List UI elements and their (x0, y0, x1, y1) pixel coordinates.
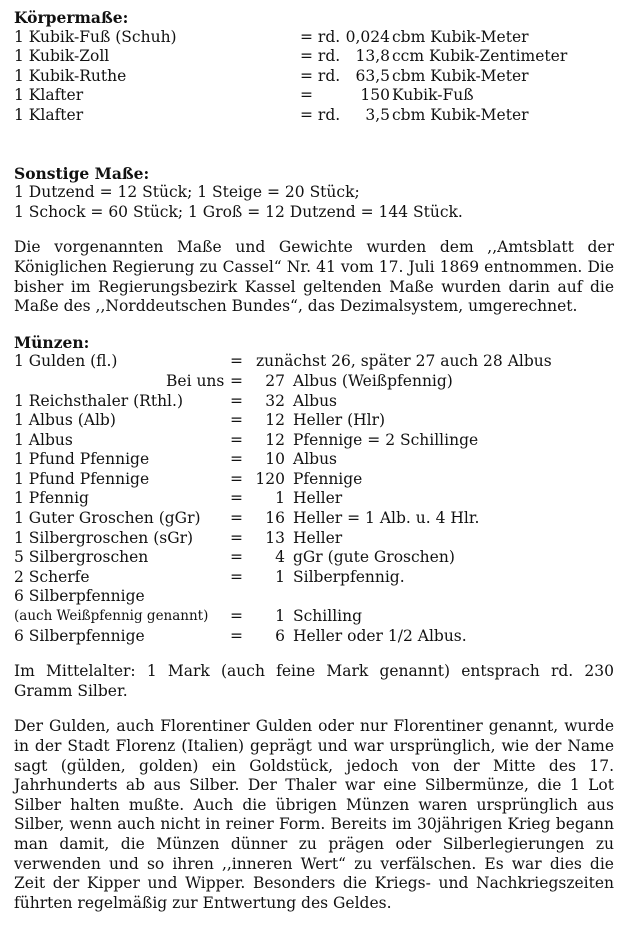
amount: 13 (265, 528, 285, 547)
coin-value: Silberpfennig. (293, 567, 405, 586)
table-row (14, 607, 614, 627)
table-row (14, 470, 614, 490)
unit-description: cbm Kubik-Meter (392, 66, 529, 85)
table-row (14, 392, 614, 412)
coin-value: Albus (Weißpfennig) (293, 371, 453, 390)
equals-sign: = rd. (300, 105, 341, 124)
coin-label: 1 Albus (Alb) (14, 411, 116, 430)
equals-sign: = (230, 626, 243, 645)
value: 63,5 (355, 66, 390, 85)
equals-sign: = (230, 509, 243, 528)
unit-label: 1 Kubik-Fuß (Schuh) (14, 27, 177, 46)
equals-sign: = (230, 450, 243, 469)
amount: 1 (275, 489, 285, 508)
amount: 4 (275, 548, 285, 567)
koerpermasse-heading: Körpermaße: (14, 8, 129, 27)
unit-description: Kubik-Fuß (392, 86, 474, 105)
equals-sign: = (230, 607, 243, 626)
coin-label: 1 Pfund Pfennige (14, 469, 150, 488)
sonstige-line: 1 Dutzend = 12 Stück; 1 Steige = 20 Stück; (14, 183, 360, 202)
coin-label: 5 Silbergroschen (14, 548, 149, 567)
coin-value: Albus (293, 391, 338, 410)
coin-label: 1 Pfennig (14, 489, 89, 508)
document-page (14, 8, 614, 913)
coin-value: Schilling (293, 607, 363, 626)
coin-label: Bei uns (166, 371, 225, 390)
coin-value: Heller oder 1/2 Albus. (293, 626, 467, 645)
amount: 6 (275, 626, 285, 645)
table-row (14, 627, 614, 647)
unit-label: 1 Klafter (14, 105, 84, 124)
unit-description: ccm Kubik-Zentimeter (392, 47, 568, 66)
coin-value: Albus (293, 450, 338, 469)
coin-label: 1 Reichsthaler (Rthl.) (14, 391, 183, 410)
value: 13,8 (355, 47, 390, 66)
equals-sign: = (230, 411, 243, 430)
table-row (14, 372, 614, 392)
coin-value: Heller = 1 Alb. u. 4 Hlr. (293, 509, 480, 528)
equals-sign: = (230, 371, 243, 390)
amount: 12 (265, 430, 285, 449)
equals-sign: = (230, 391, 243, 410)
amount: 16 (265, 509, 285, 528)
value: 3,5 (365, 105, 390, 124)
coin-label: (auch Weißpfennig genannt) (14, 608, 209, 625)
coin-label: 1 Pfund Pfennige (14, 450, 150, 469)
coin-value: Heller (Hlr) (293, 411, 386, 430)
value: 0,024 (345, 27, 390, 46)
coin-label: 1 Guter Groschen (gGr) (14, 509, 201, 528)
amount: 32 (265, 391, 285, 410)
table-row (14, 431, 614, 451)
equals-sign: = (300, 86, 313, 105)
table-row (14, 411, 614, 431)
unit-label: 1 Kubik-Ruthe (14, 66, 127, 85)
coin-value: Heller (293, 489, 343, 508)
table-row (14, 86, 614, 106)
coin-value: Heller (293, 528, 343, 547)
amount: 1 (275, 567, 285, 586)
mittelalter-paragraph: Im Mittelalter: 1 Mark (auch feine Mark genannt) entsprach rd. 230 Gramm Silber. (14, 662, 614, 700)
coin-label: 1 Albus (14, 430, 73, 449)
table-row (14, 587, 614, 607)
amount: 27 (265, 371, 285, 390)
sonstige-line: 1 Schock = 60 Stück; 1 Groß = 12 Dutzend = 144 Stück. (14, 202, 463, 221)
gulden-paragraph: Der Gulden, auch Florentiner Gulden oder nur Florentiner genannt, wurde in der Stadt Florenz (Italien) geprägt und war ursprünglich, wie der Name sagt (gülden, golden) ein Goldstück, jedoch von der Mitte des 17. Jahrhunderts ab aus Silber. Der Thaler war eine Silbermünze, die 1 Lot Silber halten mußte. Auch die übrigen Münzen waren ursprünglich aus Silber, wenn auch nicht in reiner Form. Bereits im 30jährigen Krieg begann man damit, die Münzen dünner zu prägen oder Silberlegierungen zu verwenden und so ihren ,,inneren Wert“ zu verfälschen. Es war dies die Zeit der Kipper und Wipper. Besonders die Kriegs- und Nachkriegszeiten führten regelmäßig zur Entwertung des Geldes. (14, 717, 614, 912)
amount: 120 (255, 469, 285, 488)
unit-description: cbm Kubik-Meter (392, 105, 529, 124)
muenzen-table (14, 352, 614, 646)
equals-sign: = (230, 528, 243, 547)
table-row (14, 352, 614, 372)
unit-label: 1 Kubik-Zoll (14, 47, 110, 66)
equals-sign: = rd. (300, 47, 341, 66)
equals-sign: = (230, 489, 243, 508)
coin-label: 1 Silbergroschen (sGr) (14, 528, 194, 547)
table-row (14, 67, 614, 87)
table-row (14, 529, 614, 549)
table-row (14, 548, 614, 568)
koerpermasse-table (14, 28, 614, 126)
coin-value: Pfennige (293, 469, 363, 488)
equals-sign: = rd. (300, 66, 341, 85)
unit-description: cbm Kubik-Meter (392, 27, 529, 46)
table-row (14, 450, 614, 470)
coin-value: gGr (gute Groschen) (293, 548, 455, 567)
unit-label: 1 Klafter (14, 86, 84, 105)
coin-label: 6 Silberpfennige (14, 587, 145, 606)
amount: 10 (265, 450, 285, 469)
equals-sign: = (230, 352, 243, 371)
coin-value: Pfennige = 2 Schillinge (293, 430, 479, 449)
muenzen-heading: Münzen: (14, 332, 90, 352)
coin-label: 6 Silberpfennige (14, 626, 145, 645)
source-paragraph: Die vorgenannten Maße und Gewichte wurden dem ,,Amtsblatt der Königlichen Regierung zu Cassel“ Nr. 41 vom 17. Juli 1869 entnommen. Die bisher im Regierungsbezirk Kassel geltenden Maße wurden darin auf die Maße des ,,Norddeutschen Bundes“, das Dezimalsystem, umgerechnet. (14, 238, 614, 316)
coin-label: 2 Scherfe (14, 567, 90, 586)
table-row (14, 106, 614, 126)
value: 150 (360, 86, 390, 105)
table-row (14, 28, 614, 48)
equals-sign: = (230, 469, 243, 488)
table-row (14, 568, 614, 588)
equals-sign: = (230, 430, 243, 449)
coin-value: zunächst 26, später 27 auch 28 Albus (256, 352, 552, 371)
table-row (14, 509, 614, 529)
amount: 12 (265, 411, 285, 430)
equals-sign: = (230, 567, 243, 586)
equals-sign: = (230, 548, 243, 567)
equals-sign: = rd. (300, 27, 341, 46)
table-row (14, 47, 614, 67)
coin-label: 1 Gulden (fl.) (14, 352, 118, 371)
table-row (14, 489, 614, 509)
amount: 1 (275, 607, 285, 626)
sonstige-heading: Sonstige Maße: (14, 163, 150, 183)
